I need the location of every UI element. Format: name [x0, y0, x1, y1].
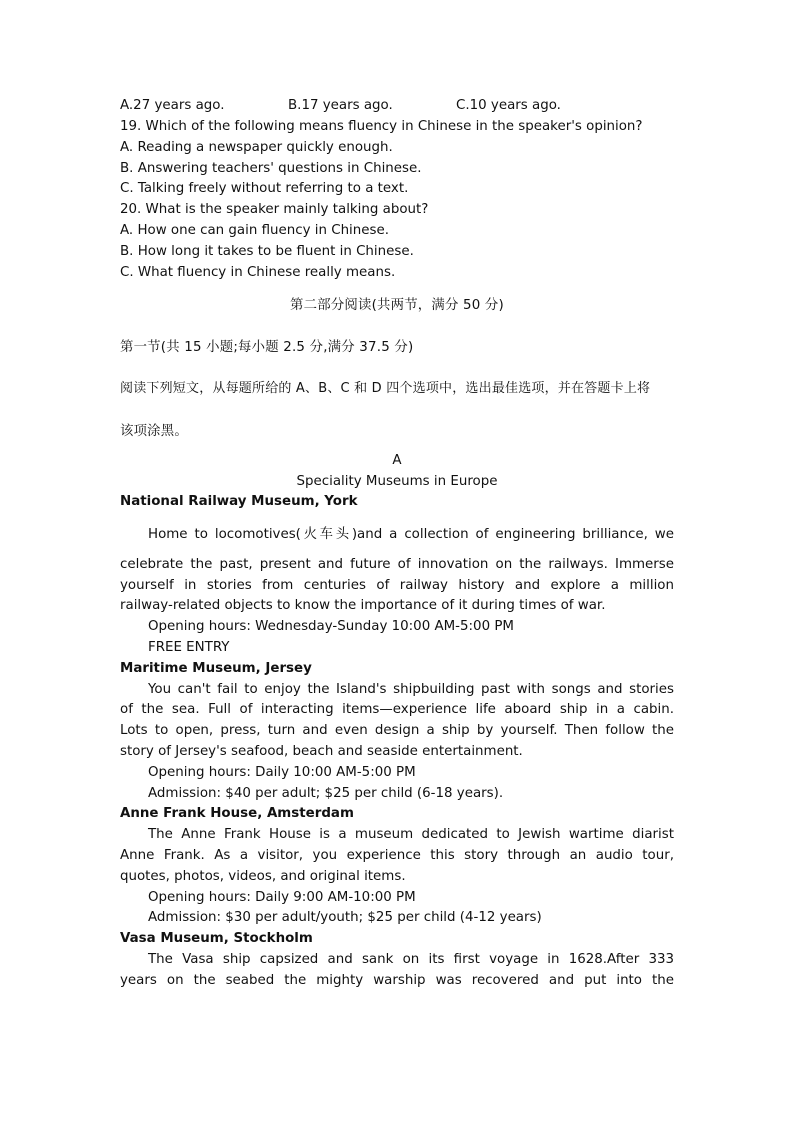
museum-admission: FREE ENTRY [148, 640, 230, 655]
museum-text-line: The Anne Frank House is a museum dedicated to Jewish wartime diarist [148, 827, 674, 842]
museum-admission: Admission: $30 per adult/youth; $25 per child (4-12 years) [148, 910, 542, 925]
q18-option-b: B.17 years ago. [288, 98, 393, 113]
museum-name: Vasa Museum, Stockholm [120, 931, 313, 946]
q20-question: 20. What is the speaker mainly talking about? [120, 202, 429, 217]
q20-option-a: A. How one can gain fluency in Chinese. [120, 223, 389, 238]
museum-name: Maritime Museum, Jersey [120, 661, 312, 676]
part2-heading: 第二部分阅读(共两节，满分 50 分) [290, 298, 504, 313]
museum-text-line: Home to locomotives(火车头)and a collection of engineering brilliance, we [148, 527, 674, 542]
museum-opening-hours: Opening hours: Daily 9:00 AM-10:00 PM [148, 890, 416, 905]
museum-text-line: story of Jersey's seafood, beach and seaside entertainment. [120, 744, 523, 759]
q18-option-c: C.10 years ago. [456, 98, 561, 113]
section1-heading: 第一节(共 15 小题;每小题 2.5 分,满分 37.5 分) [120, 340, 414, 355]
museum-text-line: railway-related objects to know the importance of it during times of war. [120, 598, 606, 613]
museum-text-line: of the sea. Full of interacting items—experience life aboard ship in a cabin. [120, 702, 674, 717]
reading-instruction-line2: 该项涂黑。 [120, 424, 188, 439]
museum-name: Anne Frank House, Amsterdam [120, 806, 354, 821]
museum-opening-hours: Opening hours: Daily 10:00 AM-5:00 PM [148, 765, 416, 780]
museum-text-line: The Vasa ship capsized and sank on its first voyage in 1628.After 333 [148, 952, 674, 967]
museum-text-line: yourself in stories from centuries of railway history and explore a million [120, 578, 674, 593]
passage-letter: A [392, 453, 402, 468]
museum-text-line: You can't fail to enjoy the Island's shipbuilding past with songs and stories [148, 682, 674, 697]
q19-option-b: B. Answering teachers' questions in Chinese. [120, 161, 422, 176]
q20-option-b: B. How long it takes to be fluent in Chinese. [120, 244, 414, 259]
museum-text-line: Anne Frank. As a visitor, you experience this story through an audio tour, [120, 848, 674, 863]
q19-option-c: C. Talking freely without referring to a text. [120, 181, 409, 196]
museum-text-line: celebrate the past, present and future of innovation on the railways. Immerse [120, 557, 674, 572]
q19-option-a: A. Reading a newspaper quickly enough. [120, 140, 393, 155]
reading-instruction-line1: 阅读下列短文，从每题所给的 A、B、C 和 D 四个选项中，选出最佳选项，并在答题卡上将 [120, 381, 651, 396]
q20-option-c: C. What fluency in Chinese really means. [120, 265, 396, 280]
museum-text-line: Lots to open, press, turn and even design a ship by yourself. Then follow the [120, 723, 674, 738]
museum-name: National Railway Museum, York [120, 494, 358, 509]
q19-question: 19. Which of the following means fluency in Chinese in the speaker's opinion? [120, 119, 643, 134]
museum-admission: Admission: $40 per adult; $25 per child (6-18 years). [148, 786, 504, 801]
museum-text-line: years on the seabed the mighty warship was recovered and put into the [120, 973, 674, 988]
museum-text-line: quotes, photos, videos, and original items. [120, 869, 406, 884]
q18-option-a: A.27 years ago. [120, 98, 225, 113]
museum-opening-hours: Opening hours: Wednesday-Sunday 10:00 AM-5:00 PM [148, 619, 514, 634]
passage-title: Speciality Museums in Europe [296, 474, 498, 489]
